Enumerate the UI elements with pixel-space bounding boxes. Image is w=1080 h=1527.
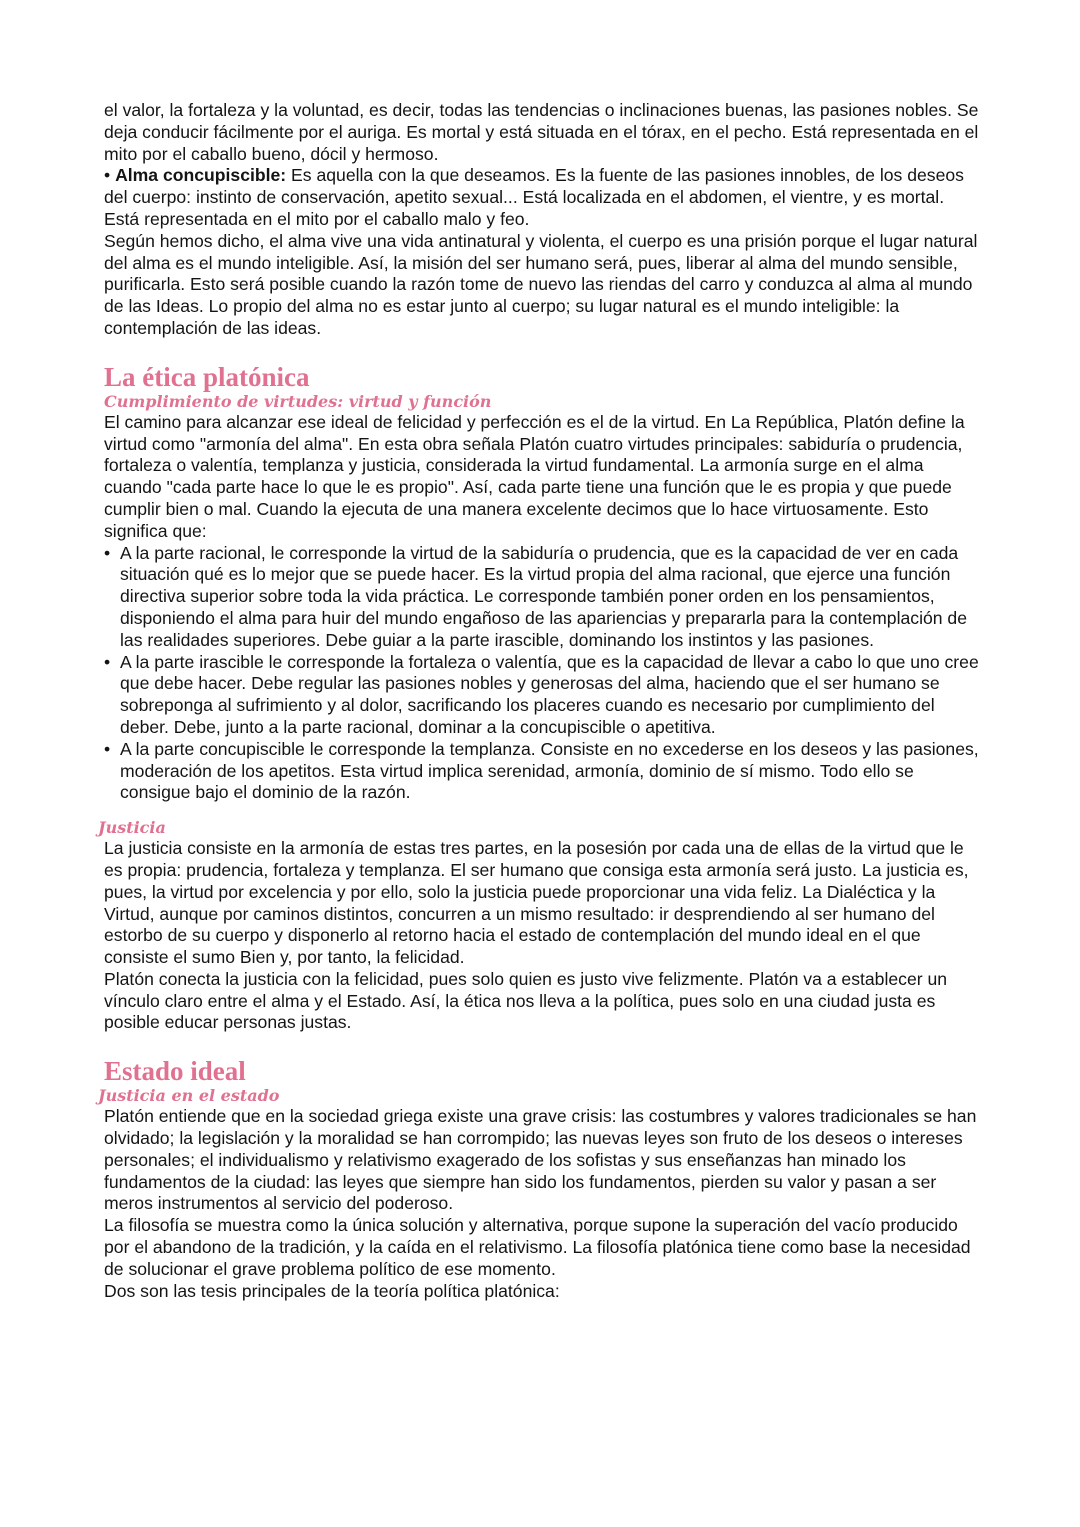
spacer	[104, 1034, 980, 1056]
concupiscible-label: Alma concupiscible:	[115, 165, 287, 186]
etica-paragraph: El camino para alcanzar ese ideal de felicidad y perfección es el de la virtud. En La República, Platón define la virtud como "armonía del alma". En esta obra señala Platón cuatro virtudes principales: sabiduría o prudencia, fortaleza o valentía, templanza y justicia, considerada la virtud fundamental. La armonía surge en el alma cuando "cada parte hace lo que le es propio". Así, cada parte tiene una función que le es propia y que puede cumplir bien o mal. Cuando la ejecuta de una manera excelente decimos que lo hace virtuosamente. Esto significa que:	[104, 411, 965, 541]
subtitle-virtudes: Cumplimiento de virtudes: virtud y función	[104, 391, 492, 411]
concupiscible-item	[104, 165, 980, 230]
section-title-etica: La ética platónica	[104, 361, 310, 392]
intro-closing-paragraph: Según hemos dicho, el alma vive una vida antinatural y violenta, el cuerpo es una prisión porque el lugar natural del alma es el mundo inteligible. Así, la misión del ser humano será, pues, liberar al alma del mundo sensible, purificarla. Esto será posible cuando la razón tome de nuevo las riendas del carro y conduzca al alma al mundo de las Ideas. Lo propio del alma no es estar junto al cuerpo; su lugar natural es el mundo inteligible: la contemplación de las ideas.	[104, 230, 978, 338]
list-item-irascible: • A la parte irascible le corresponde la fortaleza o valentía, que es la capacidad de llevar a cabo lo que uno cree que debe hacer. Debe regular las pasiones nobles y generosas del alma, haciendo que el ser humano se sobreponga al sufrimiento y al dolor, sacrificando los placeres cuando es necesario por cumplimiento del deber. Debe, junto a la parte racional, dominar a la concupiscible o apetitiva.	[104, 652, 980, 739]
list-item-concupiscible: • A la parte concupiscible le corresponde la templanza. Consiste en no excederse en los deseos y las pasiones, moderación de los apetitos. Esta virtud implica serenidad, armonía, dominio de sí mismo. Todo ello se consigue bajo el dominio de la razón.	[104, 739, 980, 804]
estado-paragraph-3: Dos son las tesis principales de la teoría política platónica:	[104, 1280, 560, 1301]
justicia-paragraph-1: La justicia consiste en la armonía de estas tres partes, en la posesión por cada una de ellas de la virtud que le es propia: prudencia, fortaleza y templanza. El ser humano que consiga esta armonía será justo. La justicia es, pues, la virtud por excelencia y por ello, solo la justicia puede proporcionar una vida feliz. La Dialéctica y la Virtud, aunque por caminos distintos, concurren a un mismo resultado: ir desprendiendo al ser humano del estorbo de su cuerpo y disponerlo al retorno hacia el estado de contemplación del mundo ideal en el que consiste el sumo Bien y, por tanto, la felicidad.	[104, 838, 969, 968]
bullet-marker: •	[104, 165, 111, 186]
virtues-list	[104, 543, 980, 805]
subtitle-justicia: Justicia	[98, 818, 166, 838]
spacer	[104, 340, 980, 362]
section-title-estado: Estado ideal	[104, 1056, 246, 1087]
justicia-paragraph-2: Platón conecta la justicia con la felicidad, pues solo quien es justo vive felizmente. Platón va a establecer un vínculo claro entre el alma y el Estado. Así, la ética nos lleva a la política, pues solo en una ciudad justa es posible educar personas justas.	[104, 968, 948, 1033]
irascible-continuation: el valor, la fortaleza y la voluntad, es decir, todas las tendencias o inclinaciones buenas, las pasiones nobles. Se deja conducir fácilmente por el auriga. Es mortal y está situada en el tórax, en el pecho. Está representada en el mito por el caballo bueno, dócil y hermoso.	[104, 100, 979, 164]
estado-paragraph-1: Platón entiende que en la sociedad griega existe una grave crisis: las costumbres y valores tradicionales se han olvidado; la legislación y la moralidad se han corrompido; las nuevas leyes son fruto de los deseos o intereses personales; el individualismo y relativismo exagerado de los sofistas y sus enseñanzas han minado los fundamentos de la ciudad: las leyes que siempre han sido los fundamentos, pierden su valor y pasan a ser meros instrumentos al servicio del poderoso.	[104, 1106, 977, 1214]
subtitle-justicia-estado: Justicia en el estado	[98, 1086, 280, 1106]
list-item-racional: • A la parte racional, le corresponde la virtud de la sabiduría o prudencia, que es la capacidad de ver en cada situación qué es lo mejor que se puede hacer. Es la virtud propia del alma racional, que ejerce una función directiva superior sobre toda la vida práctica. Le corresponde también poner orden en los pensamientos, disponiendo el alma para huir del mundo engañoso de las apariencias y prepararla para la contemplación de las realidades superiores. Debe guiar a la parte irascible, dominando los instintos y las pasiones.	[104, 543, 980, 652]
spacer	[104, 804, 980, 818]
estado-paragraph-2: La filosofía se muestra como la única solución y alternativa, porque supone la superación del vacío producido por el abandono de la tradición, y la caída en el relativismo. La filosofía platónica tiene como base la necesidad de solucionar el grave problema político de ese momento.	[104, 1215, 971, 1279]
concupiscible-text: Es aquella con la que deseamos. Es la fuente de las pasiones innobles, de los deseos del cuerpo: instinto de conservación, apetito sexual... Está localizada en el abdomen, el vientre, y es mortal. Está representada en el mito por el caballo malo y feo.	[104, 165, 964, 229]
